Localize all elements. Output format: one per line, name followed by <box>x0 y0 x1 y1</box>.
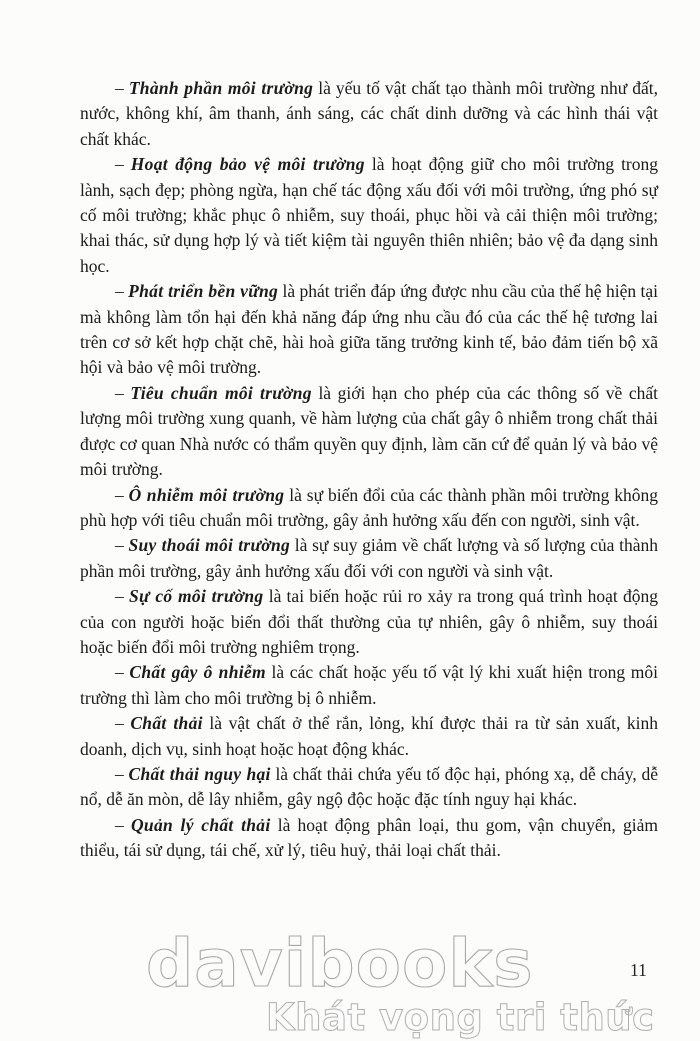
definition-text: là vật chất ở thể rắn, lỏng, khí được thải ra từ sản xuất, kinh doanh, dịch vụ, sinh hoạt hoặc hoạt động khác. <box>80 713 658 759</box>
definition-term: Sự cố môi trường <box>128 586 264 607</box>
definition-term: Thành phần môi trường <box>128 78 314 98</box>
definition-paragraph <box>80 483 658 534</box>
list-dash: – <box>115 662 124 683</box>
definition-term: Ô nhiễm môi trường <box>128 484 285 505</box>
definition-paragraph <box>80 711 658 762</box>
definition-term: Suy thoái môi trường <box>128 535 291 556</box>
definition-term: Quản lý chất thải <box>130 814 271 835</box>
list-dash: – <box>115 535 124 556</box>
definition-term: Phát triển bền vững <box>128 281 279 302</box>
page-number: 11 <box>630 960 647 980</box>
definition-paragraph <box>80 381 658 483</box>
definition-text: là phát triển đáp ứng được nhu cầu của thế hệ hiện tại mà không làm tổn hại đến khả năng đáp ứng nhu cầu đó của các thế hệ tương lai trên cơ sở kết hợp chặt chẽ, hài hoà giữa tăng trưởng kinh tế, bảo đảm tiến bộ xã hội và bảo vệ môi trường. <box>80 281 658 378</box>
definition-term: Tiêu chuẩn môi trường <box>130 382 312 403</box>
list-dash: – <box>115 281 124 302</box>
definition-paragraph <box>80 660 658 711</box>
definition-text: là chất thải chứa yếu tố độc hại, phóng xạ, dễ cháy, dễ nổ, dễ ăn mòn, dễ lây nhiễm, gây ngộ độc hoặc đặc tính nguy hại khác. <box>80 763 659 810</box>
definition-text: là giới hạn cho phép của các thông số về chất lượng môi trường xung quanh, về hàm lượng của chất gây ô nhiễm trong chất thải được cơ quan Nhà nước có thẩm quyền quy định, làm căn cứ để quản lý và bảo vệ môi trường. <box>80 382 658 480</box>
list-dash: – <box>115 763 124 784</box>
definition-paragraph <box>80 762 658 813</box>
watermark-logo: davibooks <box>146 925 534 1002</box>
definition-text: là tai biến hoặc rủi ro xảy ra trong quá trình hoạt động của con người hoặc biến đổi thất thường của tự nhiên, gây ô nhiễm, suy thoái hoặc biến đổi môi trường nghiêm trọng. <box>80 586 659 657</box>
definition-term: Chất gây ô nhiễm <box>129 662 266 683</box>
definition-text: là sự biến đổi của các thành phần môi trường không phù hợp với tiêu chuẩn môi trường, gây ảnh hưởng xấu đến con người, sinh vật. <box>80 484 659 530</box>
list-dash: – <box>115 382 124 403</box>
list-dash: – <box>115 814 124 835</box>
definition-paragraph <box>80 813 658 864</box>
watermark-slogan: Khát vọng tri thức <box>266 996 655 1039</box>
definition-paragraph <box>80 152 658 279</box>
definition-text: là các chất hoặc yếu tố vật lý khi xuất hiện trong môi trường thì làm cho môi trường bị ô nhiễm. <box>80 662 659 708</box>
definition-text: là hoạt động giữ cho môi trường trong lành, sạch đẹp; phòng ngừa, hạn chế tác động xấu đối với môi trường, ứng phó sự cố môi trường; khắc phục ô nhiễm, suy thoái, phục hồi và cải thiện môi trường; khai thác, sử dụng hợp lý và tiết kiệm tài nguyên thiên nhiên; bảo vệ đa dạng sinh học. <box>80 154 659 276</box>
list-dash: – <box>115 484 124 505</box>
definition-paragraph <box>80 279 658 381</box>
list-dash: – <box>115 78 124 98</box>
definition-paragraph <box>80 76 658 152</box>
list-dash: – <box>115 713 124 734</box>
definition-paragraph <box>80 584 658 660</box>
definition-term: Chất thải <box>130 713 203 734</box>
definition-text: là yếu tố vật chất tạo thành môi trường như đất, nước, không khí, âm thanh, ánh sáng, các chất dinh dưỡng và các hình thái vật chất khác. <box>80 78 658 149</box>
list-dash: – <box>115 586 124 607</box>
definition-text: là sự suy giảm về chất lượng và số lượng của thành phần môi trường, gây ảnh hưởng xấu đối với con người và sinh vật. <box>80 535 658 581</box>
definition-paragraph <box>80 533 658 584</box>
definition-text: là hoạt động phân loại, thu gom, vận chuyển, giảm thiểu, tái sử dụng, tái chế, xử lý, tiêu huỷ, thải loại chất thải. <box>80 814 659 861</box>
definition-term: Hoạt động bảo vệ môi trường <box>130 154 365 175</box>
definitions <box>80 76 658 864</box>
list-dash: – <box>115 154 124 175</box>
definition-term: Chất thải nguy hại <box>128 763 271 784</box>
